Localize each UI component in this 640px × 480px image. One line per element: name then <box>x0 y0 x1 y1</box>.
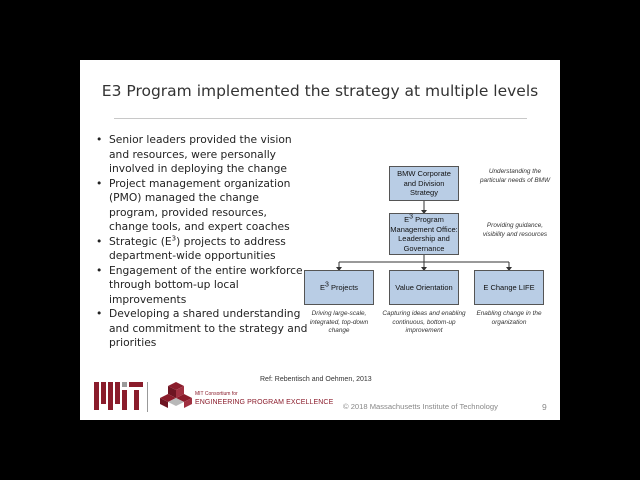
slide <box>80 60 560 420</box>
box-program-management-office <box>389 213 459 255</box>
box-label-text: Projects <box>328 282 359 292</box>
consortium-line1: MIT Consortium for <box>195 391 238 397</box>
bullet-item: • Developing a shared understanding and commitment to the strategy and priorities <box>96 307 308 351</box>
box-label: E Change LIFE <box>483 282 535 292</box>
logo-separator <box>147 382 148 412</box>
note-bmw-needs: Understanding the particular needs of BMW <box>480 168 550 184</box>
bullet-superscript: 3 <box>171 233 177 242</box>
box-e-change-life <box>474 270 544 305</box>
box-label <box>320 283 358 293</box>
box-e3-projects <box>304 270 374 305</box>
consortium-line2: ENGINEERING PROGRAM EXCELLENCE <box>195 399 334 406</box>
bullet-item: • Project management organization (PMO) managed the change program, provided resources, change tools, and expert coaches <box>96 177 308 235</box>
copyright-footer: © 2018 Massachusetts Institute of Technology <box>343 402 498 411</box>
box-superscript: 3 <box>409 213 414 221</box>
cubes-logo-icon <box>158 380 194 408</box>
page-number: 9 <box>542 402 547 412</box>
box-superscript: 3 <box>324 281 329 289</box>
bullet-item: • Engagement of the entire workforce through bottom-up local improvements <box>96 264 308 308</box>
box-label-text: Program Management Office: Leadership and Governance <box>390 215 458 253</box>
box-label: Value Orientation <box>395 282 453 292</box>
bullet-text-pre: Strategic (E <box>109 234 172 248</box>
note-driving-change: Driving large-scale, integrated, top-down change <box>309 310 369 334</box>
note-capturing-ideas: Capturing ideas and enabling continuous, bottom-up improvement <box>382 310 466 334</box>
box-label: BMW Corporate and Division Strategy <box>397 169 451 198</box>
box-bmw-strategy <box>389 166 459 201</box>
diagram-connectors <box>80 60 560 420</box>
bullet-item: • Senior leaders provided the vision and resources, were personally involved in deploying the change <box>96 133 308 177</box>
slide-title: E3 Program implemented the strategy at multiple levels <box>101 82 539 100</box>
reference-citation: Ref: Rebentisch and Oehmen, 2013 <box>260 376 372 383</box>
bullet-text-post: ) projects to address department-wide opportunities <box>109 234 286 262</box>
box-label <box>390 215 458 253</box>
note-enabling-change: Enabling change in the organization <box>476 310 542 326</box>
mit-logo-icon <box>94 382 144 410</box>
box-value-orientation <box>389 270 459 305</box>
box-label-pre: E <box>319 282 325 292</box>
note-guidance: Providing guidance, visibility and resources <box>482 222 548 238</box>
box-label-pre: E <box>404 215 410 224</box>
